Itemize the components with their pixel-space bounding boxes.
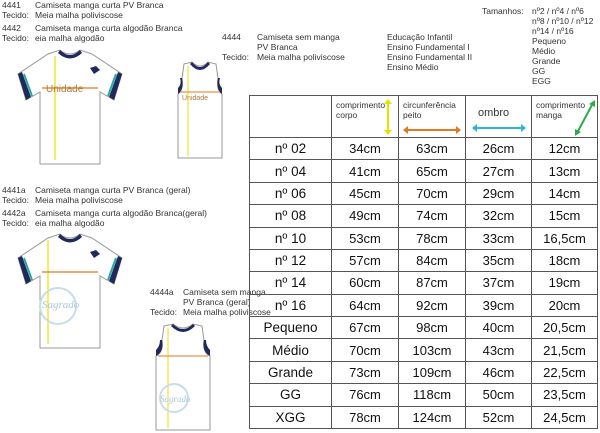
header-label: circunferência peito xyxy=(403,100,456,120)
size-option: nº2 / nº4 / nº6 xyxy=(532,6,584,16)
size-cell: nº 08 xyxy=(250,205,332,227)
manga-cell: 20cm xyxy=(532,294,598,316)
shoulder-arrow-icon xyxy=(472,124,526,132)
size-option: Pequeno xyxy=(532,36,567,46)
comprimento-cell: 53cm xyxy=(332,227,399,249)
header-empty xyxy=(250,96,332,138)
table-row xyxy=(250,227,598,249)
manga-cell: 13cm xyxy=(532,160,598,182)
circunferencia-cell: 65cm xyxy=(399,160,466,182)
table-row xyxy=(250,406,598,429)
circunferencia-cell: 103cm xyxy=(399,339,466,361)
manga-cell: 12cm xyxy=(532,138,598,160)
product-4441-note xyxy=(2,0,164,20)
circunferencia-cell: 84cm xyxy=(399,249,466,271)
tank-4444-illustration xyxy=(170,60,230,160)
comprimento-cell: 41cm xyxy=(332,160,399,182)
comprimento-cell: 70cm xyxy=(332,339,399,361)
product-title: Camiseta manga curta algodão Branca xyxy=(35,23,183,33)
size-cell: GG xyxy=(250,384,332,406)
ombro-cell: 29cm xyxy=(466,182,532,204)
circunferencia-cell: 70cm xyxy=(399,182,466,204)
tshirt-4441-illustration xyxy=(10,48,130,168)
size-option: nº14 / nº16 xyxy=(532,26,574,36)
comprimento-cell: 45cm xyxy=(332,182,399,204)
manga-cell: 14cm xyxy=(532,182,598,204)
comprimento-cell: 76cm xyxy=(332,384,399,406)
table-row xyxy=(250,384,598,406)
table-row xyxy=(250,249,598,271)
size-cell: nº 02 xyxy=(250,138,332,160)
table-row xyxy=(250,272,598,294)
product-title: Camiseta sem manga xyxy=(257,32,340,42)
tank-4444a-illustration xyxy=(148,322,218,432)
ombro-cell: 37cm xyxy=(466,272,532,294)
product-4441a-note xyxy=(2,185,190,205)
ombro-cell: 32cm xyxy=(466,205,532,227)
product-code: 4441 xyxy=(2,0,21,10)
product-4444-note xyxy=(222,32,345,62)
table-header-row xyxy=(250,96,598,138)
fabric-label: Tecido: xyxy=(222,52,249,62)
ombro-cell: 52cm xyxy=(466,406,532,429)
size-cell: nº 14 xyxy=(250,272,332,294)
header-circunferencia-peito xyxy=(399,96,466,138)
size-cell: XGG xyxy=(250,406,332,429)
size-cell: nº 06 xyxy=(250,182,332,204)
ombro-cell: 39cm xyxy=(466,294,532,316)
header-label: comprimento manga xyxy=(536,100,586,120)
product-title: Camiseta manga curta PV Branca xyxy=(35,0,164,10)
manga-cell: 21,5cm xyxy=(532,339,598,361)
product-subtitle: PV Branca (geral) xyxy=(183,297,251,307)
tshirt-4441a-illustration xyxy=(10,232,130,352)
fabric-label: Tecido: xyxy=(2,33,29,43)
size-cell: nº 12 xyxy=(250,249,332,271)
header-comprimento-manga xyxy=(532,96,598,138)
circunferencia-cell: 74cm xyxy=(399,205,466,227)
circunferencia-cell: 87cm xyxy=(399,272,466,294)
watermark-text: Sagrado xyxy=(42,299,80,311)
circunferencia-cell: 109cm xyxy=(399,361,466,383)
fabric-label: Tecido: xyxy=(150,307,177,317)
size-option: Médio xyxy=(532,46,556,56)
size-option: EGG xyxy=(532,76,551,86)
product-code: 4442 xyxy=(2,23,21,33)
size-table xyxy=(249,95,598,429)
ombro-cell: 26cm xyxy=(466,138,532,160)
manga-cell: 19cm xyxy=(532,272,598,294)
comprimento-cell: 60cm xyxy=(332,272,399,294)
manga-cell: 24,5cm xyxy=(532,406,598,429)
manga-cell: 20,5cm xyxy=(532,317,598,339)
fabric-text: Meia malha poliviscose xyxy=(183,307,271,317)
circunferencia-cell: 63cm xyxy=(399,138,466,160)
fabric-text: eia malha algodão xyxy=(35,218,105,228)
chest-arrow-icon xyxy=(403,126,461,134)
table-row xyxy=(250,205,598,227)
ombro-cell: 35cm xyxy=(466,249,532,271)
manga-cell: 18cm xyxy=(532,249,598,271)
product-title: Camiseta manga curta algodão Branca(geral) xyxy=(35,208,207,218)
table-body xyxy=(250,138,598,429)
fabric-text: Meia malha poliviscose xyxy=(35,195,123,205)
ombro-cell: 33cm xyxy=(466,227,532,249)
shirt-logo-text: Unidade xyxy=(46,84,84,95)
ombro-cell: 46cm xyxy=(466,361,532,383)
comprimento-cell: 34cm xyxy=(332,138,399,160)
fabric-text: Meia malha poliviscose xyxy=(35,10,123,20)
size-cell: Médio xyxy=(250,339,332,361)
sizes-label: Tamanhos: xyxy=(482,6,524,16)
product-title: Camiseta sem manga xyxy=(183,287,266,297)
size-option: GG xyxy=(532,66,546,76)
table-row xyxy=(250,160,598,182)
comprimento-cell: 67cm xyxy=(332,317,399,339)
level-item: Ensino Fundamental II xyxy=(387,52,473,62)
size-cell: Grande xyxy=(250,361,332,383)
comprimento-cell: 78cm xyxy=(332,406,399,429)
header-label: ombro xyxy=(478,107,510,119)
level-item: Ensino Médio xyxy=(387,62,439,72)
comprimento-cell: 73cm xyxy=(332,361,399,383)
size-option: nº8 / nº10 / nº12 xyxy=(532,16,594,26)
comprimento-cell: 57cm xyxy=(332,249,399,271)
product-subtitle: PV Branca xyxy=(257,42,298,52)
watermark-text: Sagrado xyxy=(160,394,191,404)
comprimento-cell: 64cm xyxy=(332,294,399,316)
sleeve-arrow-icon xyxy=(574,100,596,136)
product-title: Camiseta manga curta PV Branca (geral) xyxy=(35,185,191,195)
level-item: Ensino Fundamental I xyxy=(387,42,470,52)
product-code: 4442a xyxy=(2,208,26,218)
product-code: 4444 xyxy=(222,32,241,42)
education-levels xyxy=(387,32,472,72)
circunferencia-cell: 118cm xyxy=(399,384,466,406)
sizes-list xyxy=(532,6,593,86)
table-row xyxy=(250,361,598,383)
fabric-label: Tecido: xyxy=(2,218,29,228)
fabric-text: Meia malha poliviscose xyxy=(257,52,345,62)
circunferencia-cell: 78cm xyxy=(399,227,466,249)
shirt-logo-text: Unidade xyxy=(182,95,209,102)
table-row xyxy=(250,317,598,339)
header-label: comprimento corpo xyxy=(336,100,386,120)
level-item: Educação Infantil xyxy=(387,32,453,42)
length-arrow-icon xyxy=(384,99,392,135)
header-ombro xyxy=(466,96,532,138)
table-row xyxy=(250,182,598,204)
fabric-text: eia malha algodão xyxy=(35,33,105,43)
size-option: Grande xyxy=(532,56,561,66)
size-cell: nº 04 xyxy=(250,160,332,182)
product-code: 4444a xyxy=(150,287,174,297)
manga-cell: 15cm xyxy=(532,205,598,227)
circunferencia-cell: 124cm xyxy=(399,406,466,429)
manga-cell: 16,5cm xyxy=(532,227,598,249)
product-4442-note xyxy=(2,23,182,43)
size-cell: nº 10 xyxy=(250,227,332,249)
size-cell: nº 16 xyxy=(250,294,332,316)
table-row xyxy=(250,138,598,160)
manga-cell: 22,5cm xyxy=(532,361,598,383)
ombro-cell: 43cm xyxy=(466,339,532,361)
ombro-cell: 27cm xyxy=(466,160,532,182)
size-cell: Pequeno xyxy=(250,317,332,339)
product-code: 4441a xyxy=(2,185,26,195)
fabric-label: Tecido: xyxy=(2,195,29,205)
product-4442a-note xyxy=(2,208,207,228)
table-row xyxy=(250,294,598,316)
fabric-label: Tecido: xyxy=(2,10,29,20)
table-row xyxy=(250,339,598,361)
header-comprimento-corpo xyxy=(332,96,399,138)
circunferencia-cell: 92cm xyxy=(399,294,466,316)
ombro-cell: 40cm xyxy=(466,317,532,339)
manga-cell: 23,5cm xyxy=(532,384,598,406)
ombro-cell: 50cm xyxy=(466,384,532,406)
circunferencia-cell: 98cm xyxy=(399,317,466,339)
comprimento-cell: 49cm xyxy=(332,205,399,227)
